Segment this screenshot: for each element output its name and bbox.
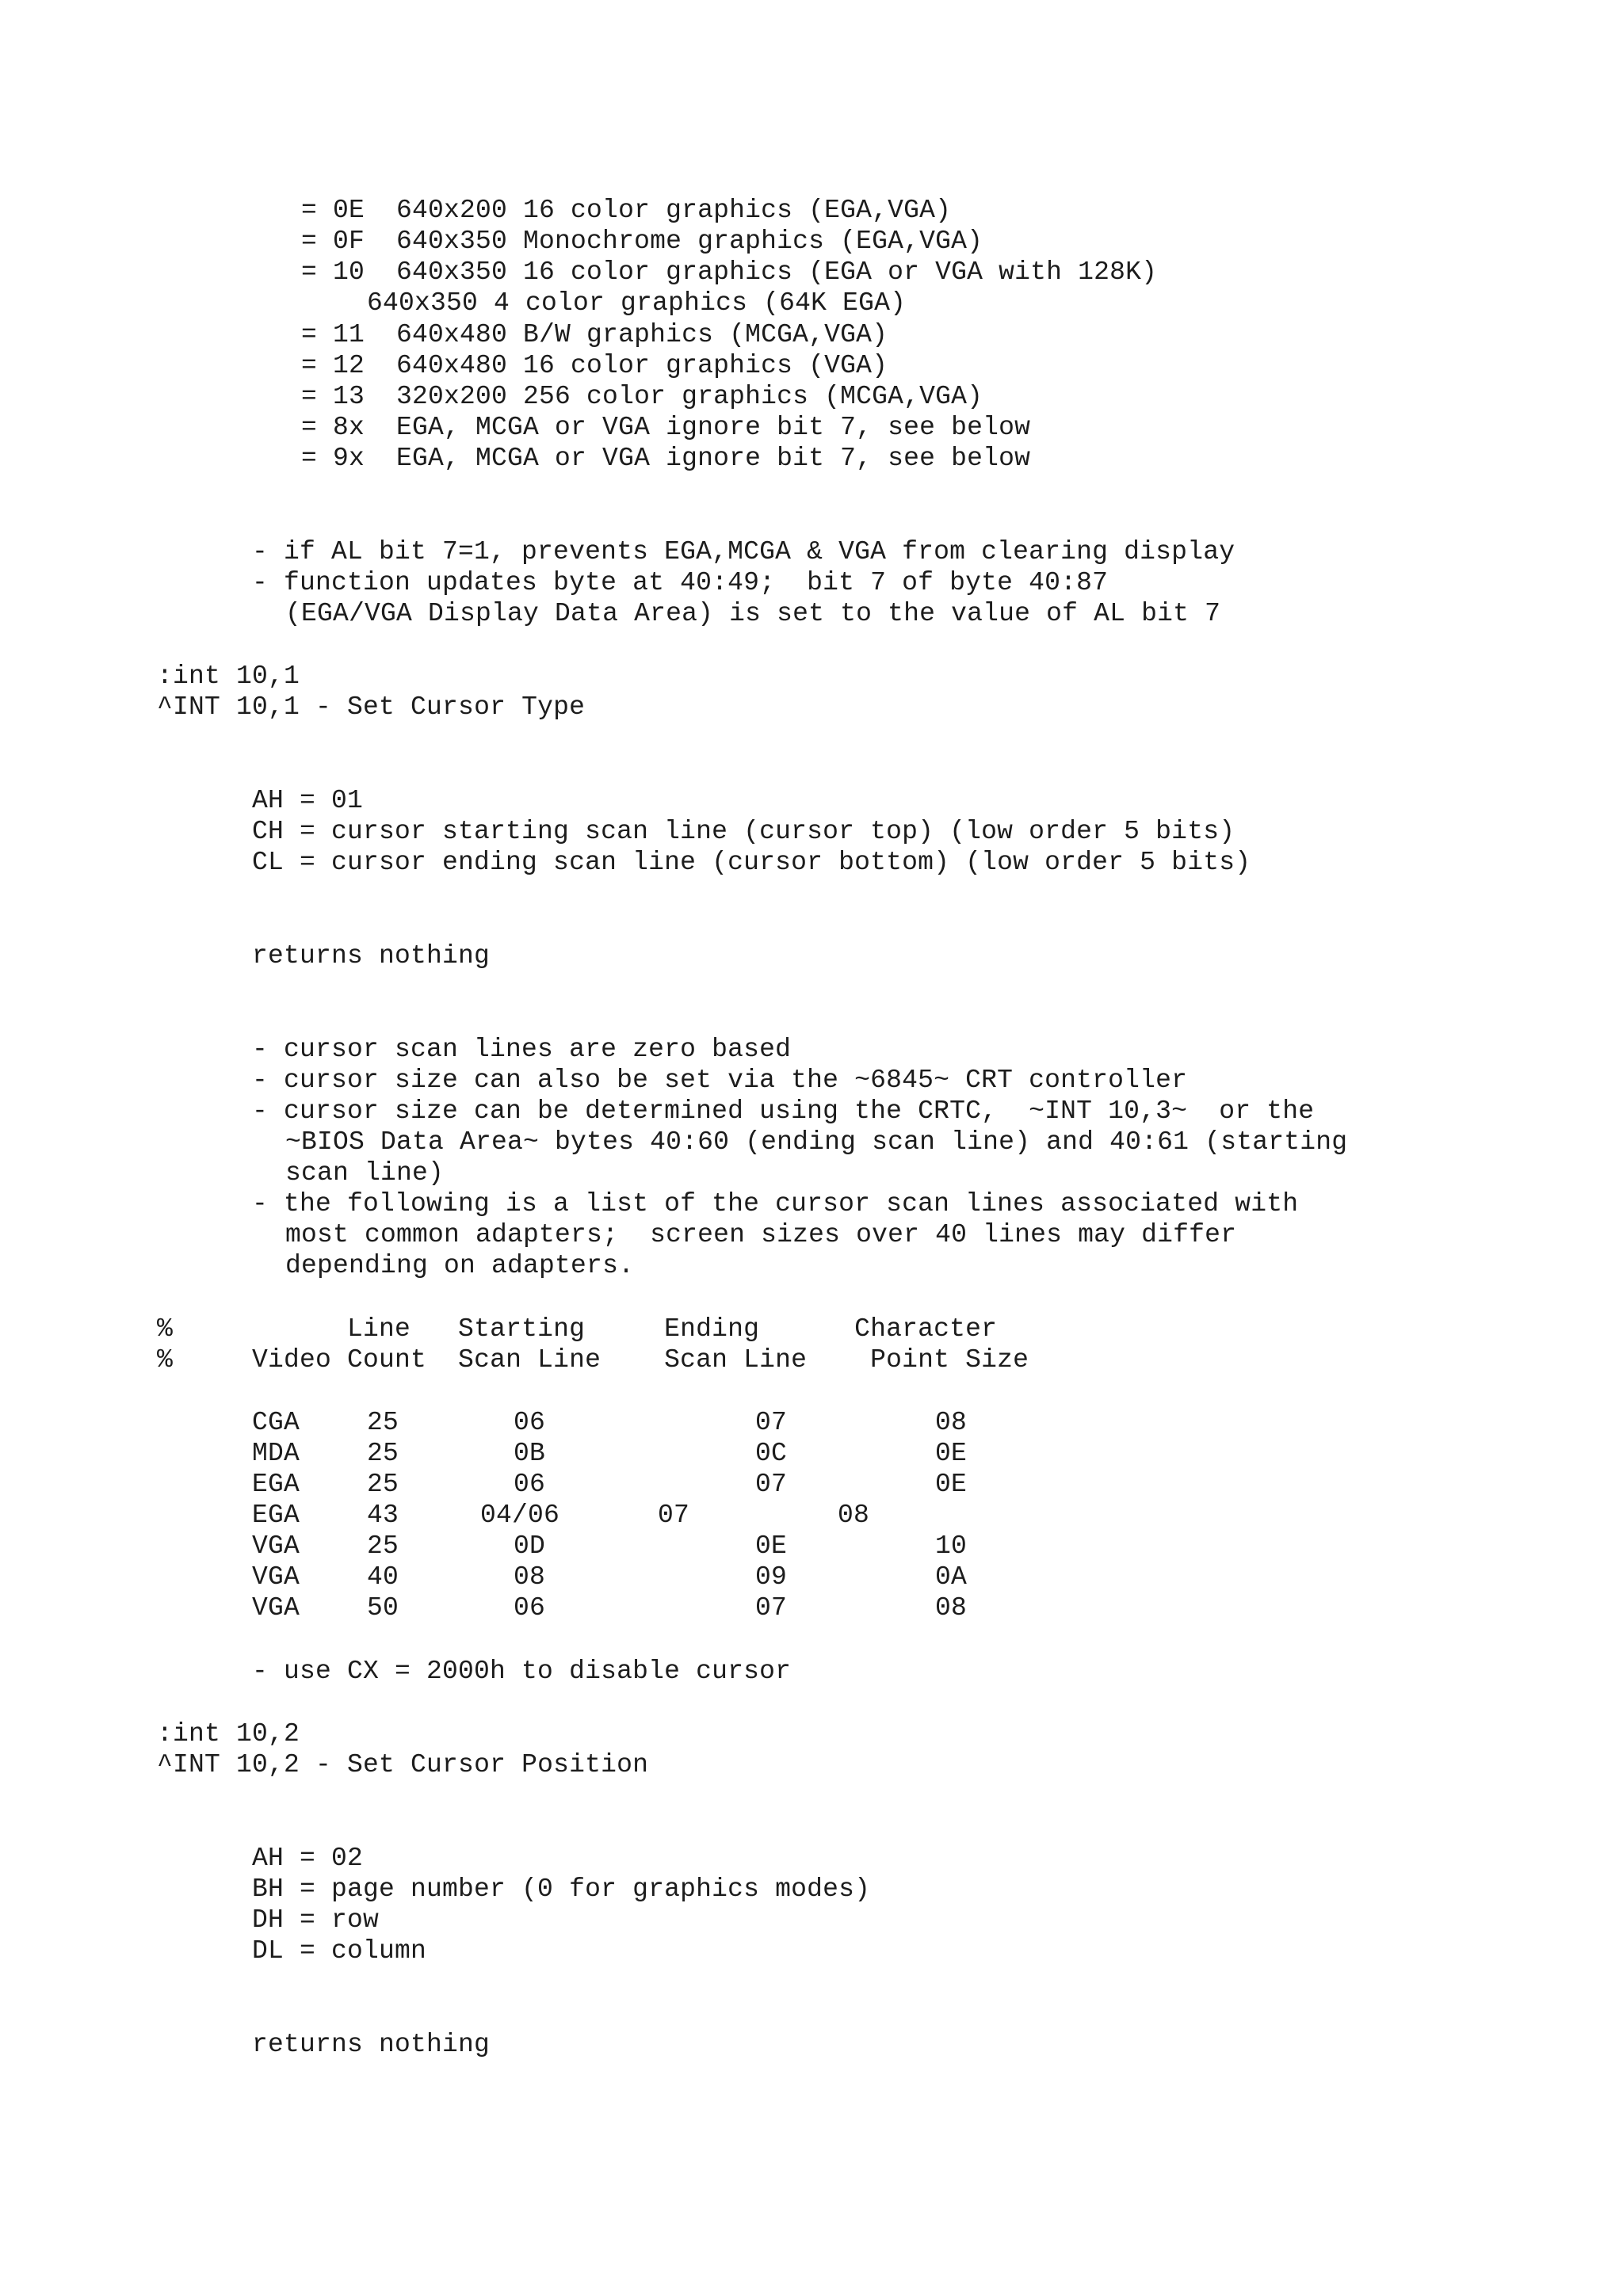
table-cell-video: VGA [252,1531,300,1561]
register-line: AH = 02 [252,1844,364,1873]
returns-text: returns nothing [252,2030,491,2059]
mode-line: = 12 640x480 16 color graphics (VGA) [301,351,888,380]
note-line: - cursor size can be determined using the CRTC, ~INT 10,3~ or the [252,1097,1315,1126]
mode-line: = 8x EGA, MCGA or VGA ignore bit 7, see below [301,413,1031,442]
mode-line: 640x350 4 color graphics (64K EGA) [367,288,907,318]
section-title: ^INT 10,1 - Set Cursor Type [157,692,586,722]
register-line: BH = page number (0 for graphics modes) [252,1875,871,1904]
table-cell-point: 0E [935,1470,968,1499]
mode-line: = 10 640x350 16 color graphics (EGA or VGA with 128K) [301,257,1158,287]
register-line: CL = cursor ending scan line (cursor bottom) (low order 5 bits) [252,848,1251,877]
table-cell-start: 0D [514,1531,546,1561]
table-cell-count: 40 [367,1562,399,1592]
section-label: :int 10,1 [157,662,300,691]
table-cell-count: 25 [367,1470,399,1499]
register-line: DH = row [252,1905,380,1935]
table-cell-point: 0A [935,1562,968,1592]
table-cell-video: MDA [252,1439,300,1468]
mode-line: = 0E 640x200 16 color graphics (EGA,VGA) [301,196,952,225]
table-cell-start: 08 [514,1562,546,1592]
note-line: depending on adapters. [285,1251,635,1280]
table-cell-end: 07 [755,1470,788,1499]
register-line: AH = 01 [252,786,364,815]
note-line: - the following is a list of the cursor scan lines associated with [252,1189,1299,1219]
table-cell-video: EGA [252,1470,300,1499]
table-cell-start: 06 [514,1470,546,1499]
table-cell-point: 08 [838,1501,870,1530]
register-line: CH = cursor starting scan line (cursor top) (low order 5 bits) [252,817,1235,846]
returns-text: returns nothing [252,941,491,971]
table-cell-count: 43 [367,1501,399,1530]
table-header: % Line Starting Ending Character [157,1314,998,1344]
table-cell-count: 25 [367,1408,399,1437]
table-cell-video: CGA [252,1408,300,1437]
note-line: - cursor scan lines are zero based [252,1035,792,1064]
note-line: scan line) [285,1158,445,1188]
table-cell-start: 04/06 [480,1501,560,1530]
table-header: % Video Count Scan Line Scan Line Point Size [157,1345,1029,1375]
mode-note: - function updates byte at 40:49; bit 7 of byte 40:87 [252,568,1109,597]
table-cell-count: 25 [367,1439,399,1468]
register-line: DL = column [252,1936,427,1966]
note-line: ~BIOS Data Area~ bytes 40:60 (ending scan line) and 40:61 (starting [285,1127,1348,1157]
table-cell-end: 0E [755,1531,788,1561]
mode-line: = 11 640x480 B/W graphics (MCGA,VGA) [301,320,888,349]
mode-line: = 13 320x200 256 color graphics (MCGA,VGA) [301,382,983,411]
table-cell-video: VGA [252,1562,300,1592]
note-line: - cursor size can also be set via the ~6845~ CRT controller [252,1066,1188,1095]
table-cell-start: 06 [514,1593,546,1623]
table-cell-point: 10 [935,1531,968,1561]
mode-line: = 0F 640x350 Monochrome graphics (EGA,VGA) [301,227,983,256]
mode-note: (EGA/VGA Display Data Area) is set to the value of AL bit 7 [285,599,1221,628]
table-cell-count: 50 [367,1593,399,1623]
table-cell-point: 0E [935,1439,968,1468]
table-cell-video: EGA [252,1501,300,1530]
note-line: most common adapters; screen sizes over 40 lines may differ [285,1220,1237,1249]
table-cell-end: 07 [755,1408,788,1437]
mode-line: = 9x EGA, MCGA or VGA ignore bit 7, see below [301,444,1031,473]
table-cell-point: 08 [935,1593,968,1623]
table-cell-end: 0C [755,1439,788,1468]
table-cell-video: VGA [252,1593,300,1623]
section-label: :int 10,2 [157,1719,300,1749]
table-cell-end: 07 [658,1501,690,1530]
table-cell-end: 09 [755,1562,788,1592]
table-cell-start: 06 [514,1408,546,1437]
table-cell-end: 07 [755,1593,788,1623]
table-cell-point: 08 [935,1408,968,1437]
section-title: ^INT 10,2 - Set Cursor Position [157,1750,649,1779]
table-cell-count: 25 [367,1531,399,1561]
mode-note: - if AL bit 7=1, prevents EGA,MCGA & VGA from clearing display [252,537,1235,566]
table-cell-start: 0B [514,1439,546,1468]
final-note: - use CX = 2000h to disable cursor [252,1657,792,1686]
